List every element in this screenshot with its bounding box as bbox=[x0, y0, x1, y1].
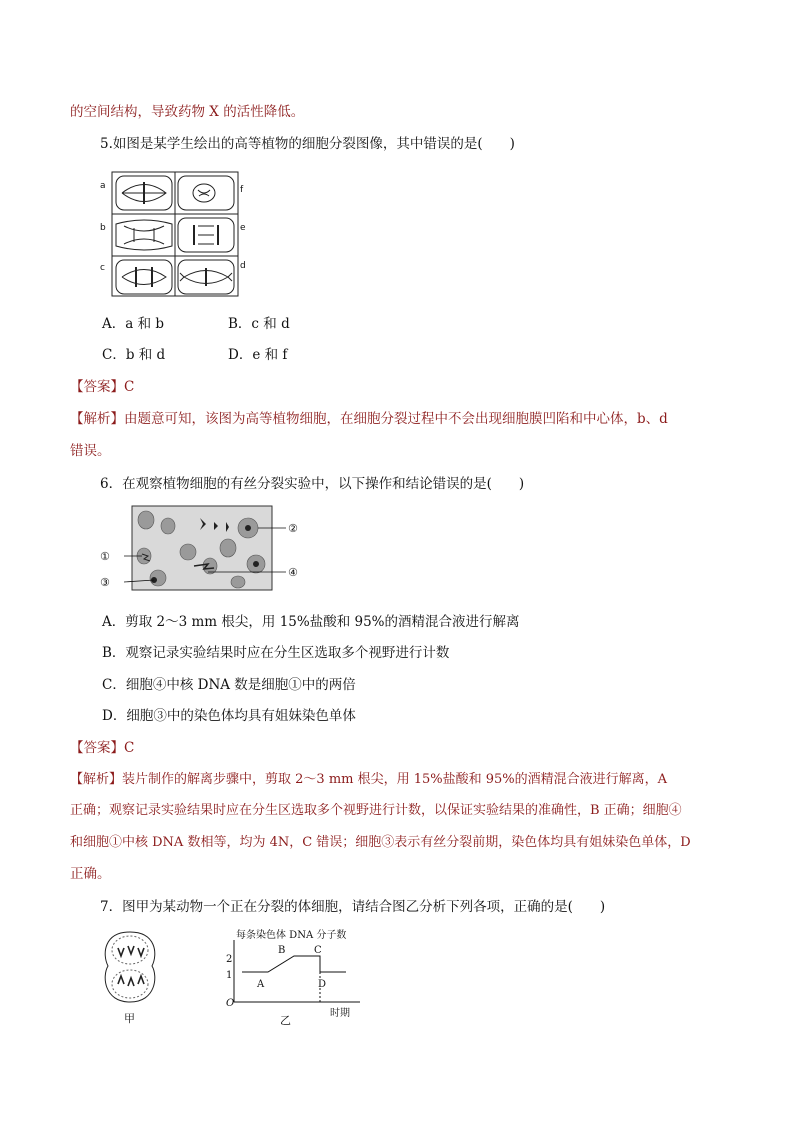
q7-ytick-1: 1 bbox=[226, 970, 233, 981]
q7-point-c: C bbox=[314, 945, 322, 956]
q7-x-label: 时期 bbox=[330, 1008, 350, 1019]
q7-point-b: B bbox=[278, 945, 286, 956]
q6-option-a: A．剪取 2～3 mm 根尖，用 15%盐酸和 95%的酒精混合液进行解离 bbox=[102, 614, 520, 630]
q5-option-b: B．c 和 d bbox=[228, 316, 290, 332]
q7-fig-yi-caption: 乙 bbox=[280, 1014, 291, 1026]
q6-option-d: D．细胞③中的染色体均具有姐妹染色单体 bbox=[102, 708, 356, 724]
q6-micrograph-figure bbox=[98, 504, 316, 594]
q6-analysis-line4: 正确。 bbox=[70, 866, 111, 882]
q5-option-c: C．b 和 d bbox=[102, 347, 166, 363]
q6-analysis-line2: 正确；观察记录实验结果时应在分生区选取多个视野进行计数，以保证实验结果的准确性，B 正确；细胞④ bbox=[70, 803, 682, 818]
q5-stem: 5.如图是某学生绘出的高等植物的细胞分裂图像，其中错误的是( ) bbox=[100, 136, 515, 152]
q5-label-e: e bbox=[240, 223, 246, 233]
q5-label-f: f bbox=[240, 185, 244, 195]
q7-fig-jia-caption: 甲 bbox=[124, 1012, 135, 1025]
q6-label-4: ④ bbox=[288, 566, 298, 579]
q5-label-d: d bbox=[240, 261, 246, 271]
q5-option-d: D．e 和 f bbox=[228, 347, 288, 363]
q6-label-2: ② bbox=[288, 522, 298, 535]
q6-label-1: ① bbox=[100, 550, 110, 563]
q7-point-d: D bbox=[318, 979, 327, 990]
q7-graph-title: 每条染色体 DNA 分子数 bbox=[236, 930, 347, 941]
q7-fig-jia-cell bbox=[98, 928, 162, 1026]
q5-label-a: a bbox=[100, 181, 106, 191]
q7-fig-yi-graph bbox=[224, 926, 364, 1026]
q6-label-3: ③ bbox=[100, 576, 110, 589]
q4-analysis-tail: 的空间结构，导致药物 X 的活性降低。 bbox=[70, 104, 305, 120]
q5-cell-division-figure bbox=[98, 170, 250, 300]
q6-stem: 6．在观察植物细胞的有丝分裂实验中，以下操作和结论错误的是( ) bbox=[100, 476, 525, 492]
q5-analysis-line1: 【解析】由题意可知，该图为高等植物细胞，在细胞分裂过程中不会出现细胞膜凹陷和中心体，b、d bbox=[70, 411, 668, 427]
q7-stem: 7．图甲为某动物一个正在分裂的体细胞，请结合图乙分析下列各项，正确的是( ) bbox=[100, 899, 606, 915]
q6-analysis-line1: 【解析】装片制作的解离步骤中，剪取 2～3 mm 根尖，用 15%盐酸和 95%的酒精混合液进行解离，A bbox=[70, 772, 668, 787]
q5-label-b: b bbox=[100, 223, 106, 233]
q6-analysis-line3: 和细胞①中核 DNA 数相等，均为 4N，C 错误；细胞③表示有丝分裂前期，染色体均具有姐妹染色单体，D bbox=[70, 835, 691, 850]
q5-analysis-line2: 错误。 bbox=[70, 443, 111, 459]
q6-option-b: B．观察记录实验结果时应在分生区选取多个视野进行计数 bbox=[102, 645, 450, 661]
q5-answer: 【答案】C bbox=[70, 379, 135, 395]
q7-dna-line bbox=[242, 956, 346, 972]
q6-option-c: C．细胞④中核 DNA 数是细胞①中的两倍 bbox=[102, 677, 356, 693]
q7-origin: O bbox=[226, 998, 235, 1009]
q5-label-c: c bbox=[100, 263, 105, 273]
q7-point-a: A bbox=[257, 979, 265, 990]
q5-option-a: A．a 和 b bbox=[102, 316, 165, 332]
q6-answer: 【答案】C bbox=[70, 740, 135, 756]
q7-ytick-2: 2 bbox=[226, 954, 233, 965]
